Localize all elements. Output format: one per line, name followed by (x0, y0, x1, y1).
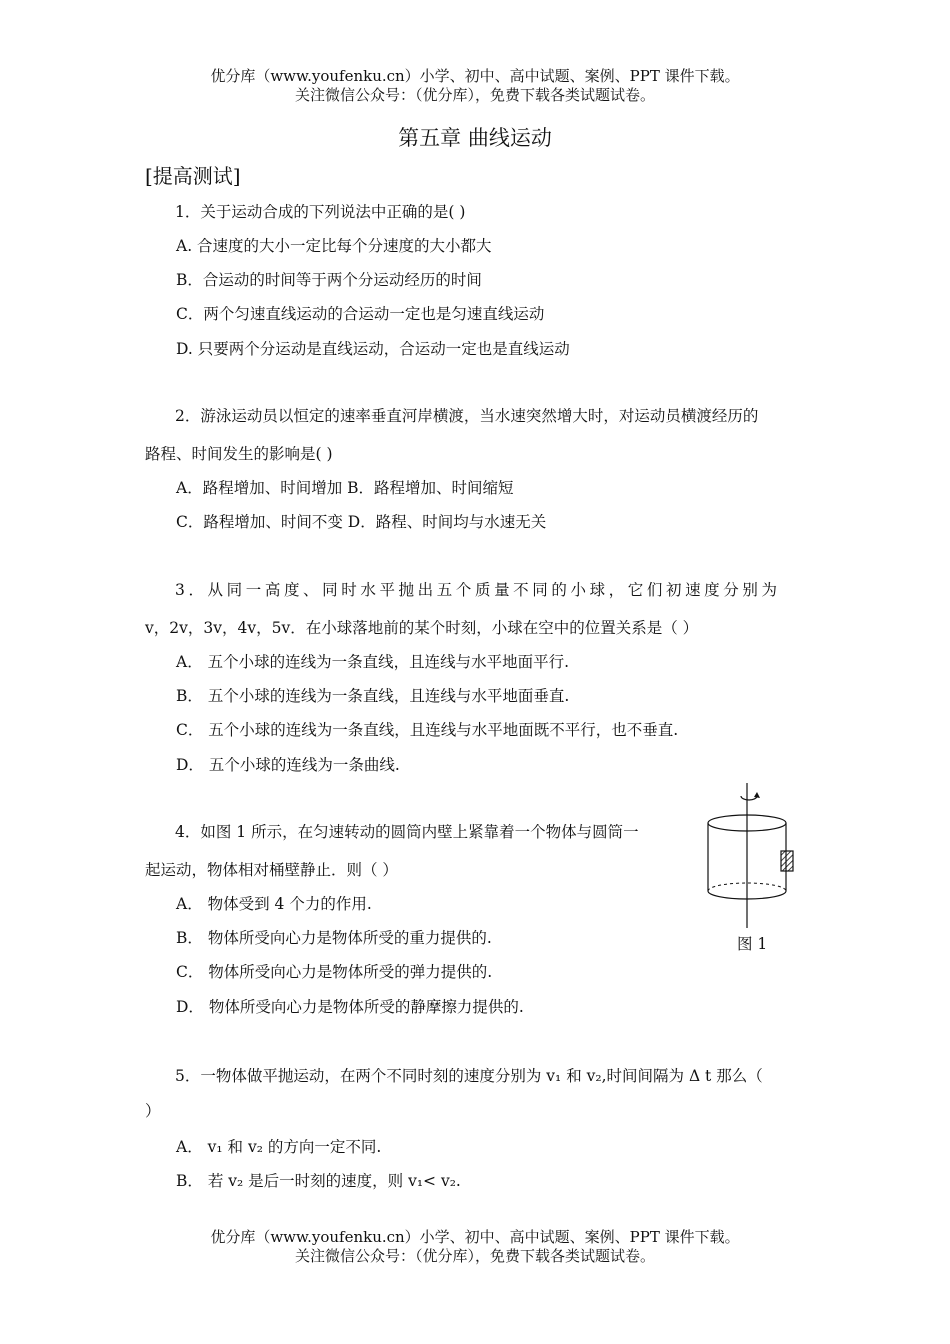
q4-option-a: A． 物体受到 4 个力的作用. (176, 895, 372, 913)
cylinder-figure (700, 783, 795, 953)
q5-option-a: A． v₁ 和 v₂ 的方向一定不同. (176, 1138, 382, 1156)
q2-options-cd: C．路程增加、时间不变 D．路程、时间均与水速无关 (176, 513, 547, 531)
q3-option-a: A． 五个小球的连线为一条直线，且连线与水平地面平行. (176, 653, 570, 671)
q5-option-b: B． 若 v₂ 是后一时刻的速度，则 v₁< v₂. (176, 1172, 461, 1190)
q1-option-b: B．合运动的时间等于两个分运动经历的时间 (176, 271, 482, 289)
header-line-1: 优分库（www.youfenku.cn）小学、初中、高中试题、案例、PPT 课件下载。 (210, 67, 740, 85)
q4-option-d: D． 物体所受向心力是物体所受的静摩擦力提供的. (176, 998, 524, 1016)
footer-line-1: 优分库（www.youfenku.cn）小学、初中、高中试题、案例、PPT 课件下载。 (210, 1228, 740, 1246)
q5-stem-line-1: 5．一物体做平抛运动，在两个不同时刻的速度分别为 v₁ 和 v₂,时间间隔为 Δ t 那么（ (175, 1067, 763, 1085)
figure-caption: 图 1 (737, 935, 768, 953)
q1-stem: 1．关于运动合成的下列说法中正确的是( ) (175, 203, 466, 221)
q2-options-ab: A．路程增加、时间增加 B．路程增加、时间缩短 (176, 479, 514, 497)
q5-stem-line-2: ） (145, 1102, 161, 1120)
q2-stem-line-1: 2．游泳运动员以恒定的速率垂直河岸横渡，当水速突然增大时，对运动员横渡经历的 (175, 407, 759, 425)
page-title: 第五章 曲线运动 (398, 126, 552, 150)
q4-option-c: C． 物体所受向心力是物体所受的弹力提供的. (176, 963, 493, 981)
q4-stem-line-1: 4．如图 1 所示，在匀速转动的圆筒内壁上紧靠着一个物体与圆筒一 (175, 823, 639, 841)
q1-option-c: C．两个匀速直线运动的合运动一定也是匀速直线运动 (176, 305, 545, 323)
q4-option-b: B． 物体所受向心力是物体所受的重力提供的. (176, 929, 492, 947)
q3-option-b: B． 五个小球的连线为一条直线，且连线与水平地面垂直. (176, 687, 570, 705)
section-heading: [提高测试] (145, 164, 241, 188)
q3-option-d: D． 五个小球的连线为一条曲线. (176, 756, 400, 774)
q4-stem-line-2: 起运动，物体相对桶壁静止．则（ ） (145, 861, 398, 879)
q3-stem-line-1: 3．从同一高度、同时水平抛出五个质量不同的小球，它们初速度分别为 (175, 581, 781, 599)
q3-option-c: C． 五个小球的连线为一条直线，且连线与水平地面既不平行，也不垂直. (176, 721, 679, 739)
q1-option-d: D. 只要两个分运动是直线运动，合运动一定也是直线运动 (176, 340, 570, 358)
footer-line-2: 关注微信公众号：（优分库），免费下载各类试题试卷。 (294, 1247, 655, 1265)
q3-stem-line-2: v，2v，3v，4v，5v．在小球落地前的某个时刻，小球在空中的位置关系是（ ） (145, 619, 699, 637)
header-line-2: 关注微信公众号：（优分库），免费下载各类试题试卷。 (294, 86, 655, 104)
object-block (781, 851, 793, 871)
q1-option-a: A. 合速度的大小一定比每个分速度的大小都大 (176, 237, 492, 255)
q2-stem-line-2: 路程、时间发生的影响是( ) (145, 445, 333, 463)
